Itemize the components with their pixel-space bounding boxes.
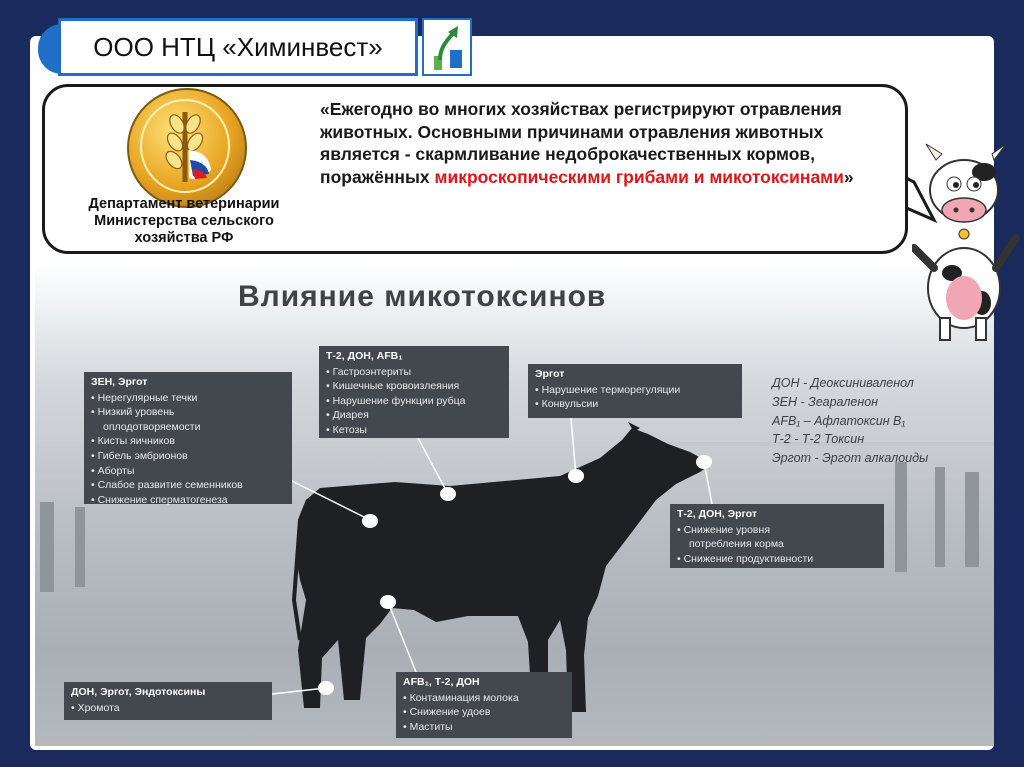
box-milk-header: AFB₁, Т-2, ДОН (403, 676, 480, 688)
list-item: потребления корма (689, 538, 784, 551)
quote-end: » (843, 166, 854, 187)
list-item: • Кетозы (326, 423, 503, 438)
legend-item: ДОН - Деоксиниваленол (772, 376, 914, 390)
list-item: • Нарушение терморегуляции (535, 383, 736, 398)
list-item: • Кисты яичников (91, 434, 286, 449)
box-digestive (319, 346, 509, 438)
box-appetite (670, 504, 884, 568)
box-ergot-header: Эргот (535, 368, 565, 380)
list-item: • Конвульсии (535, 397, 736, 412)
box-reproductive (84, 372, 292, 504)
marker-head (696, 455, 712, 469)
list-item: • Снижение сперматогенеза (91, 493, 286, 508)
quote-text (320, 98, 900, 188)
list-item: • Гибель эмбрионов (91, 449, 286, 464)
quote-part1: «Ежегодно во многих хозяйствах регистрируют отравления животных. Основными причинами отравления животных является - скармливание недоброкачественных кормов, поражённых (320, 99, 842, 187)
department-label: Департамент ветеринарии Министерства сельского хозяйства РФ (88, 196, 280, 246)
company-title (58, 18, 418, 76)
marker-digestive (440, 487, 456, 501)
legend-item: AFB₁ – Афлатоксин B₁ (772, 413, 906, 428)
list-item: • Маститы (403, 720, 566, 735)
abbreviation-legend (772, 374, 928, 468)
quote-highlight: микроскопическими грибами и микотоксинами (434, 166, 844, 187)
marker-udder (380, 595, 396, 609)
box-milk (396, 672, 572, 738)
box-appetite-header: Т-2, ДОН, Эргот (677, 508, 758, 520)
legend-item: Эргот - Эргот алкалоиды (772, 451, 929, 466)
list-item: • Слабое развитие семенников (91, 478, 286, 493)
legend-item: Т-2 - Т-2 Токсин (772, 432, 865, 447)
company-title-text: ООО НТЦ «Химинвест» (93, 31, 383, 62)
list-item: • Нарушение функции рубца (326, 394, 503, 409)
box-ergot (528, 364, 742, 418)
list-item: • Контаминация молока (403, 691, 566, 706)
list-item: • Нерегулярные течки (91, 391, 286, 406)
section-heading: Влияние микотоксинов (238, 280, 607, 313)
box-legs-header: ДОН, Эргот, Эндотоксины (71, 686, 206, 698)
list-item: • Аборты (91, 464, 286, 479)
list-item: • Снижение продуктивности (677, 552, 878, 567)
box-reproductive-header: ЗЕН, Эргот (91, 376, 148, 388)
list-item: • Диарея (326, 408, 503, 423)
list-item: • Снижение удоев (403, 705, 566, 720)
list-item: • Низкий уровень (91, 405, 286, 420)
legend-item: ЗЕН - Зеараленон (772, 394, 879, 409)
chem-company-logo-icon (422, 18, 472, 76)
box-digestive-header: Т-2, ДОН, AFB₁ (326, 350, 403, 362)
cartoon-cow-icon (912, 138, 1024, 346)
list-item: • Кишечные кровоизлеяния (326, 379, 503, 394)
marker-reproductive (362, 514, 378, 528)
marker-spine (568, 469, 584, 483)
cow-silhouette (296, 428, 712, 712)
wheat-emblem-icon (127, 88, 247, 208)
list-item: оплодотворяемости (103, 420, 201, 433)
list-item: • Гастроэнтериты (326, 365, 503, 380)
list-item: • Хромота (71, 701, 266, 716)
marker-legs (318, 681, 334, 695)
box-legs (64, 682, 272, 720)
list-item: • Снижение уровня (677, 523, 878, 538)
